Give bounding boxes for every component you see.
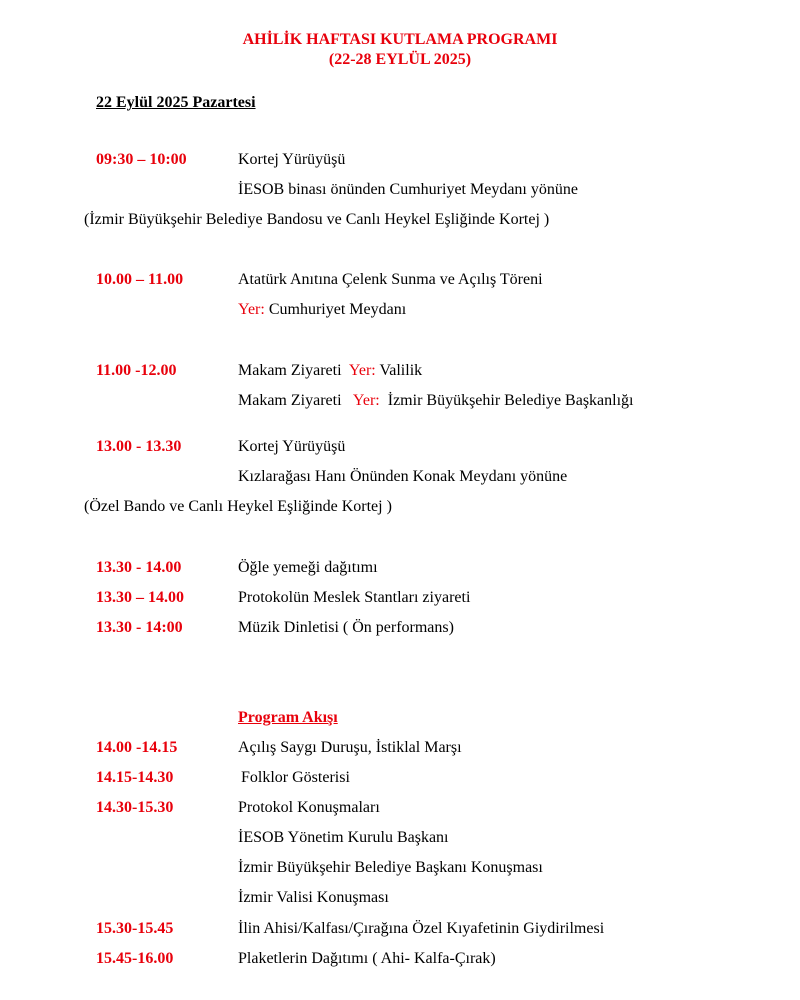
flow-row-acilis (0, 736, 800, 760)
date-heading: 22 Eylül 2025 Pazartesi (96, 94, 256, 111)
flow-row-kiyafet (0, 917, 800, 941)
event-detail: Kızlarağası Hanı Önünden Konak Meydanı yönüne (238, 468, 568, 485)
schedule-row-muzik (0, 616, 800, 640)
event-text (238, 359, 422, 383)
flow-row-plaket (0, 947, 800, 971)
event-text: Protokol Konuşmaları (238, 799, 380, 816)
time-label: 13.30 - 14.00 (96, 559, 182, 576)
visit-text: Makam Ziyareti (238, 392, 342, 409)
program-flow-heading-row (0, 706, 800, 730)
schedule-row-makam2 (0, 389, 800, 413)
flow-row-speaker3 (0, 886, 800, 910)
flow-row-protokol (0, 796, 800, 820)
place-value: İzmir Büyükşehir Belediye Başkanlığı (387, 392, 634, 409)
schedule-row-kortej1-note (0, 208, 800, 232)
schedule-row-stant (0, 586, 800, 610)
schedule-row-kortej2-note (0, 495, 800, 519)
event-text (238, 389, 633, 413)
time-label: 14.15-14.30 (96, 769, 174, 786)
event-text: Kortej Yürüyüşü (238, 438, 346, 455)
time-label: 13.00 - 13.30 (96, 438, 182, 455)
event-text: Açılış Saygı Duruşu, İstiklal Marşı (238, 739, 462, 756)
event-text: İlin Ahisi/Kalfası/Çırağına Özel Kıyafetinin Giydirilmesi (238, 920, 605, 937)
schedule-row-kortej2 (0, 435, 800, 459)
document-title-line2: (22-28 EYLÜL 2025) (328, 51, 472, 68)
speaker-text: İzmir Valisi Konuşması (238, 889, 389, 906)
time-label: 13.30 - 14:00 (96, 619, 183, 636)
flow-row-folklor (0, 766, 800, 790)
schedule-row-celenk (0, 268, 800, 292)
schedule-row-kortej1 (0, 148, 800, 172)
program-flow-heading: Program Akışı (238, 709, 338, 726)
schedule-row-celenk-place (0, 298, 800, 322)
event-text: Plaketlerin Dağıtımı ( Ahi- Kalfa-Çırak) (238, 950, 496, 967)
event-text: Protokolün Meslek Stantları ziyareti (238, 589, 471, 606)
event-text: Öğle yemeği dağıtımı (238, 559, 378, 576)
flow-row-speaker1 (0, 826, 800, 850)
time-label: 11.00 -12.00 (96, 362, 177, 379)
place-value: Cumhuriyet Meydanı (268, 301, 407, 318)
document-title-line1: AHİLİK HAFTASI KUTLAMA PROGRAMI (242, 31, 558, 48)
speaker-text: İESOB Yönetim Kurulu Başkanı (238, 829, 449, 846)
place-label: Yer: (348, 362, 376, 379)
event-text: Folklor Gösterisi (241, 769, 350, 786)
event-text: Atatürk Anıtına Çelenk Sunma ve Açılış Töreni (238, 271, 543, 288)
time-label: 10.00 – 11.00 (96, 271, 184, 288)
event-note: (Özel Bando ve Canlı Heykel Eşliğinde Kortej ) (84, 498, 392, 515)
time-label: 13.30 – 14.00 (96, 589, 184, 606)
event-text: Müzik Dinletisi ( Ön performans) (238, 619, 454, 636)
time-label: 15.30-15.45 (96, 920, 174, 937)
time-label: 14.00 -14.15 (96, 739, 178, 756)
event-note: (İzmir Büyükşehir Belediye Bandosu ve Canlı Heykel Eşliğinde Kortej ) (84, 211, 550, 228)
place-value: Valilik (379, 362, 423, 379)
time-label: 09:30 – 10:00 (96, 151, 187, 168)
visit-text: Makam Ziyareti (238, 362, 342, 379)
schedule-row-makam1 (0, 359, 800, 383)
place-label: Yer: (238, 301, 265, 318)
place-label: Yer: (352, 392, 380, 409)
event-detail: İESOB binası önünden Cumhuriyet Meydanı yönüne (238, 181, 578, 198)
schedule-row-kortej2-route (0, 465, 800, 489)
event-place (238, 298, 406, 322)
speaker-text: İzmir Büyükşehir Belediye Başkanı Konuşması (238, 859, 543, 876)
time-label: 15.45-16.00 (96, 950, 174, 967)
time-label: 14.30-15.30 (96, 799, 174, 816)
schedule-row-ogle (0, 556, 800, 580)
flow-row-speaker2 (0, 856, 800, 880)
event-text: Kortej Yürüyüşü (238, 151, 346, 168)
schedule-row-kortej1-route (0, 178, 800, 202)
